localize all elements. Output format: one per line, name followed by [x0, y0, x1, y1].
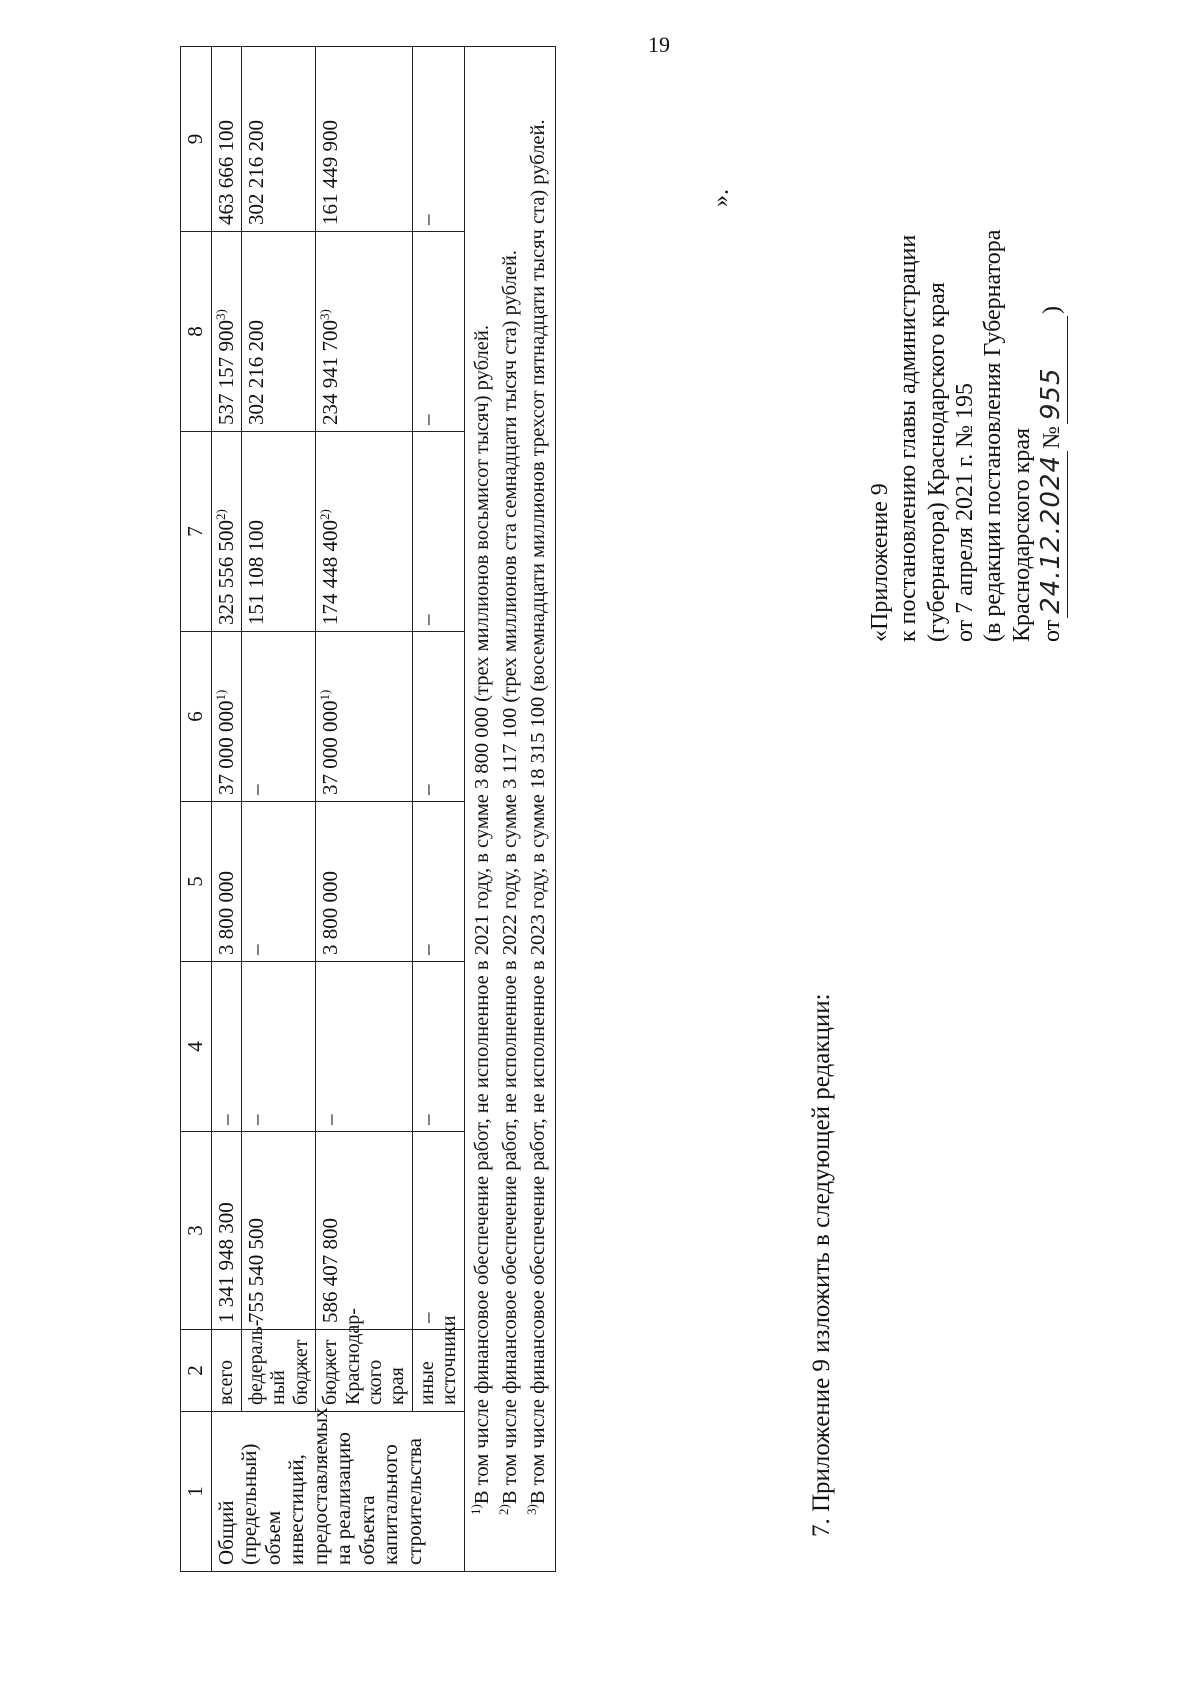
value-cell: – [412, 1132, 464, 1330]
col-header: 5 [181, 802, 212, 962]
appendix-line: (в редакции постановления Губернатора [980, 229, 1007, 642]
col-header: 2 [181, 1330, 212, 1412]
value-text: 37 000 000 [213, 700, 238, 795]
appendix-heading [866, 42, 1068, 642]
col-header: 9 [181, 47, 212, 232]
value-cell [211, 632, 242, 802]
source-cell: бюджет Краснодар-ского края [316, 1330, 413, 1412]
page-number: 19 [648, 32, 670, 57]
footnote-ref: 1) [317, 689, 333, 701]
value-text: – [414, 414, 439, 425]
value-text: 151 108 100 [244, 520, 269, 625]
value-cell: – [412, 802, 464, 962]
value-text: 302 216 200 [244, 320, 269, 425]
value-cell: 755 540 500 [242, 1132, 316, 1330]
footnote-text: В том числе финансовое обеспечение работ, не исполненное в 2022 году, в сумме 3 117 100 (трех миллионов ста семнадцати тысяч ста) рублей. [498, 250, 521, 1505]
value-cell: – [316, 962, 413, 1132]
footnote-ref: 3) [317, 309, 333, 320]
value-text: – [244, 784, 269, 795]
footnote-mark: 1) [467, 1504, 483, 1515]
appendix-line: (губернатора) Краснодарского края [923, 282, 950, 642]
value-cell [242, 632, 316, 802]
value-text: 174 448 400 [318, 520, 343, 625]
value-cell: – [242, 962, 316, 1132]
value-text: – [414, 784, 439, 795]
value-cell [412, 232, 464, 432]
investment-table [180, 46, 556, 1572]
col-header: 6 [181, 632, 212, 802]
footnote-ref: 2) [317, 509, 333, 520]
value-cell [412, 432, 464, 632]
source-cell: иные источники [412, 1330, 464, 1412]
appendix-line: к постановлению главы администрации [895, 234, 922, 642]
value-text: 325 556 500 [213, 520, 238, 625]
footnote [468, 53, 496, 1565]
col-header: 4 [181, 962, 212, 1132]
value-cell: 463 666 100 [211, 47, 242, 232]
number-prefix: № [1038, 426, 1065, 449]
value-cell: 161 449 900 [316, 47, 413, 232]
handwritten-number: 955 [1036, 316, 1068, 424]
table-row [412, 47, 464, 1572]
value-text: 37 000 000 [318, 700, 343, 795]
appendix-line: от 7 апреля 2021 г. № 195 [951, 382, 978, 642]
value-cell: – [412, 962, 464, 1132]
footnotes-cell [464, 47, 556, 1572]
value-cell: 586 407 800 [316, 1132, 413, 1330]
source-cell: всего [211, 1330, 242, 1412]
col-header: 3 [181, 1132, 212, 1330]
table-row [316, 47, 413, 1572]
value-cell: – [211, 962, 242, 1132]
paragraph-7: 7. Приложение 9 изложить в следующей редакции: [808, 993, 835, 1537]
footnote-ref: 1) [212, 689, 228, 701]
value-cell: 3 800 000 [316, 802, 413, 962]
value-cell [242, 432, 316, 632]
value-cell [242, 232, 316, 432]
footnote-mark: 2) [496, 1504, 511, 1515]
value-cell [316, 232, 413, 432]
closing-quote: ». [708, 189, 734, 207]
col-header: 8 [181, 232, 212, 432]
header-row [181, 47, 212, 1572]
footnote [496, 53, 524, 1565]
footnote [524, 53, 552, 1565]
value-cell [211, 432, 242, 632]
value-cell [316, 632, 413, 802]
value-cell: 302 216 200 [242, 47, 316, 232]
col-header: 1 [181, 1412, 212, 1572]
value-text: 537 157 900 [213, 320, 238, 425]
value-cell [316, 432, 413, 632]
value-cell [412, 632, 464, 802]
close-paren: ) [1038, 306, 1065, 315]
value-cell [211, 232, 242, 432]
appendix-date-line [1036, 42, 1068, 642]
value-cell: 1 341 948 300 [211, 1132, 242, 1330]
value-cell: – [412, 47, 464, 232]
value-text: 234 941 700 [318, 320, 343, 425]
col-header: 7 [181, 432, 212, 632]
footnote-text: В том числе финансовое обеспечение работ, не исполненное в 2021 году, в сумме 3 800 000 (трех миллионов восьмисот тысяч) рублей. [470, 325, 493, 1505]
row-title-cell: Общий (предельный) объем инвестиций, предоставляемых на реализацию объекта капитального строительства [211, 1412, 464, 1572]
footnote-ref: 3) [212, 309, 228, 320]
value-cell: – [242, 802, 316, 962]
footnote-text: В том числе финансовое обеспечение работ, не исполненное в 2023 году, в сумме 18 315 100 (восемнадцати миллионов трехсот пятнадцати тысяч ста) рублей. [527, 119, 550, 1505]
value-text: – [414, 614, 439, 625]
appendix-line: Краснодарского края [1008, 427, 1035, 642]
handwritten-date: 24.12.2024 [1036, 451, 1068, 618]
value-cell: 3 800 000 [211, 802, 242, 962]
source-cell: федераль-ный бюджет [242, 1330, 316, 1412]
footnote-ref: 2) [212, 509, 228, 520]
date-prefix: от [1038, 619, 1065, 642]
footnotes-row [464, 47, 556, 1572]
table-row [211, 47, 242, 1572]
footnote-mark: 3) [524, 1504, 540, 1515]
appendix-line: «Приложение 9 [867, 483, 893, 642]
table-row [242, 47, 316, 1572]
